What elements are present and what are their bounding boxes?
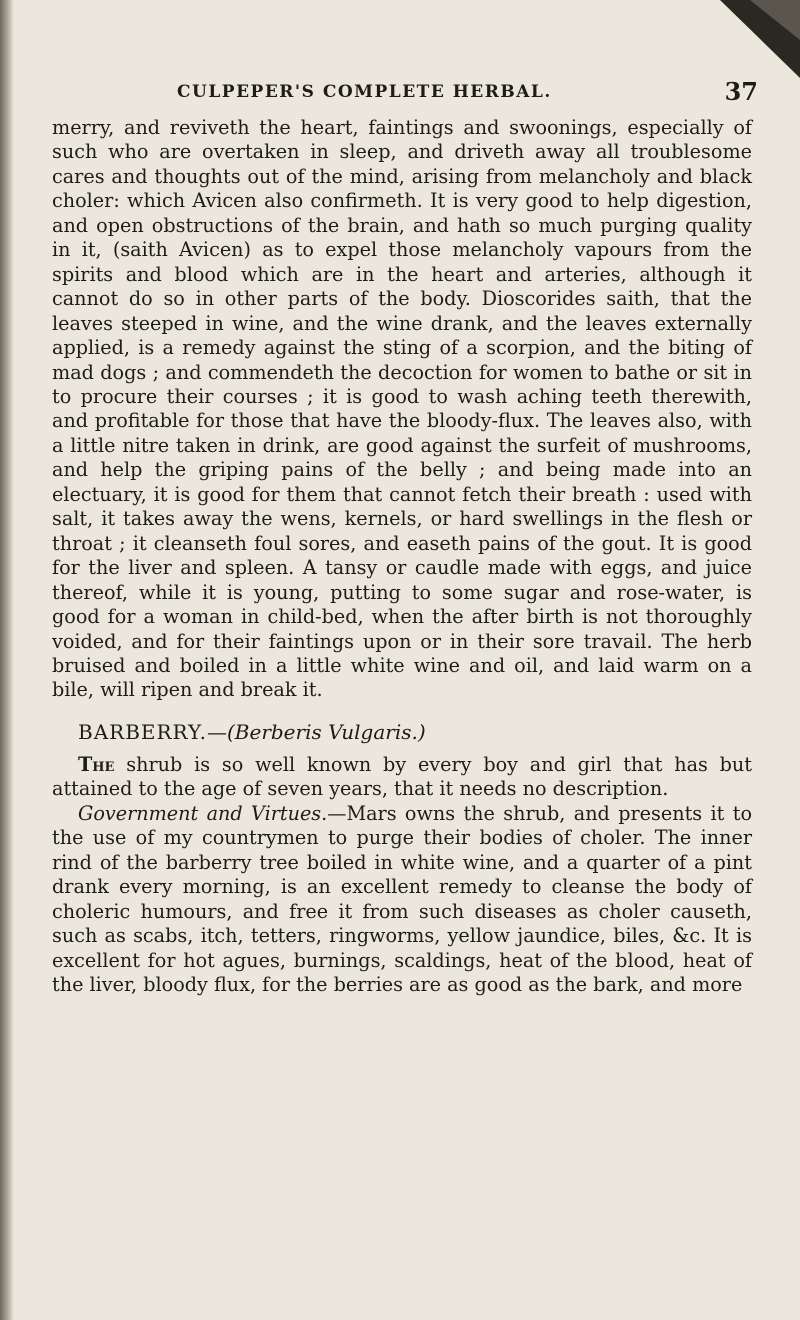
description-text: shrub is so well known by every boy and girl that has but attained to the age of seven years, that it needs no description. [52,752,752,801]
body-text [52,116,752,997]
page-header [52,77,772,116]
entry-heading [52,719,752,745]
page-number: 37 [724,77,758,106]
continuation-paragraph: merry, and reviveth the heart, faintings and swoonings, especially of such who are overtaken in sleep, and driveth away all troublesome cares and thoughts out of the mind, arising from melancholy and black choler: which Avicen also confirmeth. It is very good to help digestion, and open obstructions of the brain, and hath so much purging quality in it, (saith Avicen) as to expel those melancholy vapours from the spirits and blood which are in the heart and arteries, although it cannot do so in other parts of the body. Dioscorides saith, that the leaves steeped in wine, and the wine drank, and the leaves externally applied, is a remedy against the sting of a scorpion, and the biting of mad dogs ; and commendeth the decoction for women to bathe or sit in to procure their courses ; it is good to wash aching teeth therewith, and profitable for those that have the bloody-flux. The leaves also, with a little nitre taken in drink, are good against the surfeit of mushrooms, and help the griping pains of the belly ; and being made into an electuary, it is good for them that cannot fetch their breath : used with salt, it takes away the wens, kernels, or hard swellings in the flesh or throat ; it cleanseth foul sores, and easeth pains of the gout. It is good for the liver and spleen. A tansy or caudle made with eggs, and juice thereof, while it is young, putting to some sugar and rose-water, is good for a woman in child-bed, when the after birth is not thoroughly voided, and for their faintings upon or in their sore travail. The herb bruised and boiled in a little white wine and oil, and laid warm on a bile, will ripen and break it. [52,116,752,702]
description-paragraph [52,753,752,802]
description-lead-word: The [78,752,115,776]
virtues-text: —Mars owns the shrub, and presents it to the use of my countrymen to purge their bodies of choler. The inner rind of the barberry tree boiled in white wine, and a quarter of a pint drank every morning, is an excellent remedy to cleanse the body of choleric humours, and free it from such diseases as choler causeth, such as scabs, itch, tetters, ringworms, yellow jaundice, biles, &c. It is excellent for hot agues, burnings, scaldings, heat of the blood, heat of the liver, bloody flux, for the berries are as good as the bark, and more [52,801,752,996]
book-page [52,77,772,997]
virtues-heading: Government and Virtues. [78,801,328,825]
entry-name: BARBERRY. [78,719,207,744]
binding-gutter [0,0,14,1320]
running-title: CULPEPER'S COMPLETE HERBAL. [177,82,552,102]
virtues-paragraph [52,802,752,998]
entry-latin-name: —(Berberis Vulgaris.) [206,719,426,744]
